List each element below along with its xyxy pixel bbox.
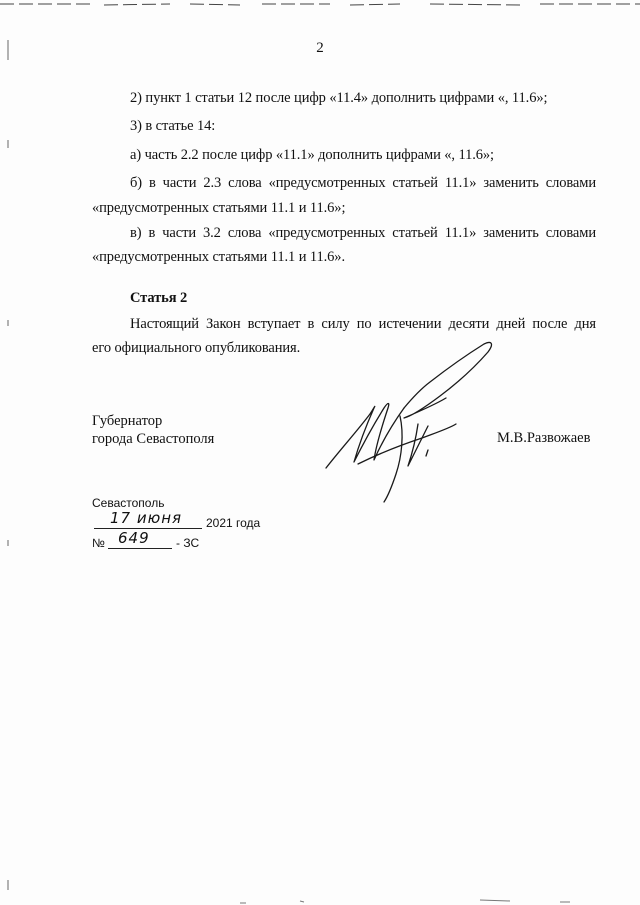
enactment-year: 2021 года [206,516,261,530]
scan-edge-left [6,20,10,900]
amendment-item-2: 2) пункт 1 статьи 12 после цифр «11.4» дополнить цифрами «, 11.6»; [130,90,548,106]
enactment-number-prefix: № [92,536,105,550]
amendment-item-3b-line2: «предусмотренных статьями 11.1 и 11.6»; [92,200,346,216]
signatory-title-line1: Губернатор [92,413,163,429]
article-2-heading: Статья 2 [130,290,188,306]
enactment-number-handwritten: 649 [118,529,150,547]
amendment-item-3: 3) в статье 14: [130,118,216,134]
enactment-date-handwritten: 17 июня [110,509,183,527]
amendment-item-3b-line1: б) в части 2.3 слова «предусмотренных статьей 11.1» заменить словами [130,175,596,191]
handwritten-signature [318,338,498,508]
article-2-line1: Настоящий Закон вступает в силу по истечении десяти дней после дня [130,316,596,332]
signer-name: М.В.Развожаев [497,430,591,446]
signatory-title [92,412,214,448]
amendment-item-3a: а) часть 2.2 после цифр «11.1» дополнить цифрами «, 11.6»; [130,147,494,163]
enactment-number-suffix: - ЗС [176,536,200,550]
amendment-item-3v-line2: «предусмотренных статьями 11.1 и 11.6». [92,249,345,265]
amendment-item-3v-line1: в) в части 3.2 слова «предусмотренных статьей 11.1» заменить словами [130,225,596,241]
enactment-city: Севастополь [92,496,165,510]
article-2-line2: его официального опубликования. [92,340,301,356]
scan-edge-bottom [0,891,640,905]
page-number: 2 [316,40,324,56]
signatory-title-line2: города Севастополя [92,431,215,447]
scan-edge-top [0,2,640,8]
